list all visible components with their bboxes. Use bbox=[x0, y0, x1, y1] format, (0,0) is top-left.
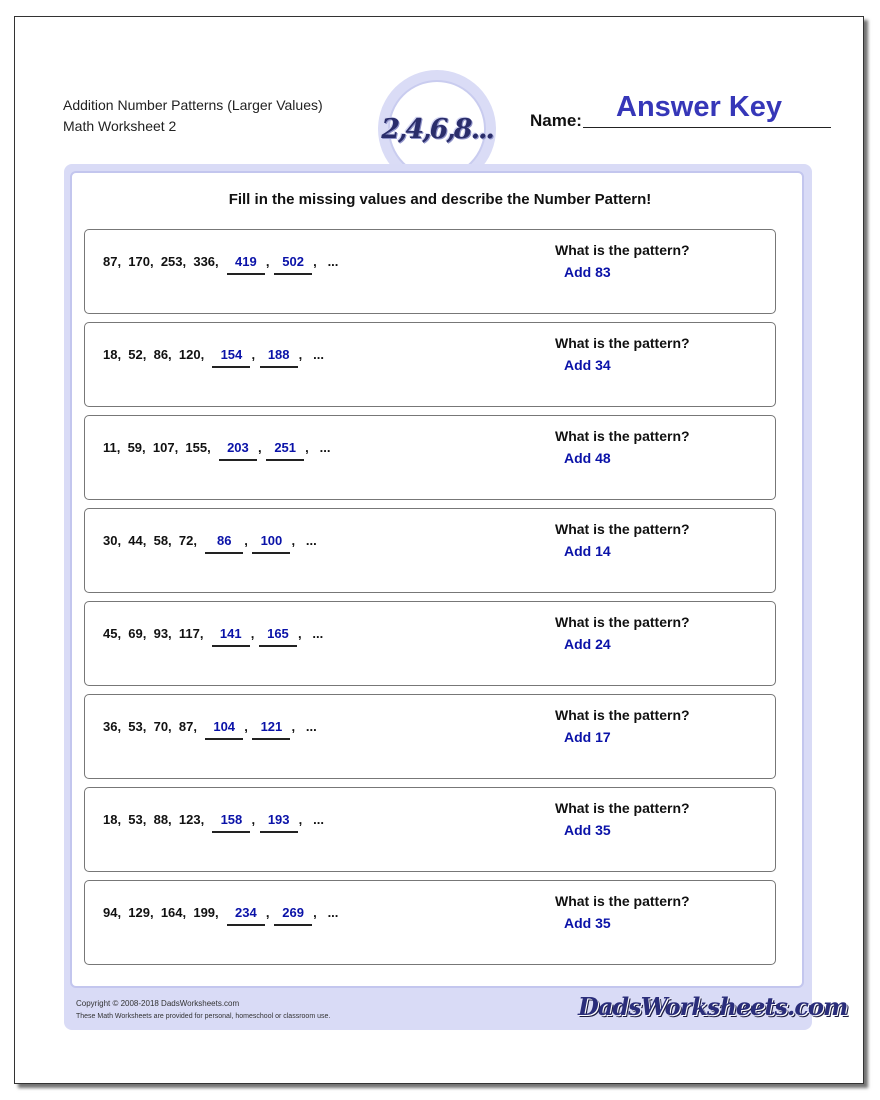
answer-blank-2: 188 bbox=[260, 347, 298, 368]
pattern-answer: Add 24 bbox=[564, 636, 611, 652]
pattern-answer: Add 35 bbox=[564, 822, 611, 838]
given-values: 30, 44, 58, 72, bbox=[103, 533, 197, 548]
problem-box bbox=[84, 601, 776, 686]
name-line bbox=[583, 127, 831, 128]
answer-blank-1: 419 bbox=[227, 254, 265, 275]
given-values: 18, 52, 86, 120, bbox=[103, 347, 205, 362]
answer-blank-2: 165 bbox=[259, 626, 297, 647]
pattern-question: What is the pattern? bbox=[555, 707, 690, 723]
sequence: 87, 170, 253, 336, 419 , 502 , ... bbox=[103, 254, 338, 275]
answer-blank-2: 251 bbox=[266, 440, 304, 461]
answer-blank-2: 269 bbox=[274, 905, 312, 926]
given-values: 11, 59, 107, 155, bbox=[103, 440, 211, 455]
problem-box bbox=[84, 508, 776, 593]
sequence: 11, 59, 107, 155, 203 , 251 , ... bbox=[103, 440, 330, 461]
worksheet-subtitle: Math Worksheet 2 bbox=[63, 118, 177, 134]
answer-blank-1: 86 bbox=[205, 533, 243, 554]
dadsworksheets-logo: DadsWorksheets.com bbox=[578, 992, 848, 1021]
given-values: 18, 53, 88, 123, bbox=[103, 812, 205, 827]
given-values: 87, 170, 253, 336, bbox=[103, 254, 219, 269]
pattern-answer: Add 35 bbox=[564, 915, 611, 931]
pattern-answer: Add 34 bbox=[564, 357, 611, 373]
sequence: 18, 53, 88, 123, 158 , 193 , ... bbox=[103, 812, 324, 833]
problem-box bbox=[84, 880, 776, 965]
problem-box bbox=[84, 322, 776, 407]
answer-blank-2: 121 bbox=[252, 719, 290, 740]
badge-text: 2,4,6,8... bbox=[381, 113, 493, 145]
sequence: 30, 44, 58, 72, 86 , 100 , ... bbox=[103, 533, 317, 554]
answer-blank-1: 141 bbox=[212, 626, 250, 647]
pattern-question: What is the pattern? bbox=[555, 521, 690, 537]
given-values: 45, 69, 93, 117, bbox=[103, 626, 204, 641]
instructions: Fill in the missing values and describe the Number Pattern! bbox=[228, 191, 652, 208]
pattern-answer: Add 14 bbox=[564, 543, 611, 559]
answer-blank-1: 234 bbox=[227, 905, 265, 926]
pattern-answer: Add 48 bbox=[564, 450, 611, 466]
pattern-question: What is the pattern? bbox=[555, 428, 690, 444]
pattern-question: What is the pattern? bbox=[555, 614, 690, 630]
answer-key-label: Answer Key bbox=[616, 91, 783, 123]
sequence: 18, 52, 86, 120, 154 , 188 , ... bbox=[103, 347, 324, 368]
sequence: 94, 129, 164, 199, 234 , 269 , ... bbox=[103, 905, 338, 926]
pattern-question: What is the pattern? bbox=[555, 242, 690, 258]
name-label: Name: bbox=[530, 111, 582, 130]
answer-blank-1: 158 bbox=[212, 812, 250, 833]
answer-blank-1: 203 bbox=[219, 440, 257, 461]
given-values: 36, 53, 70, 87, bbox=[103, 719, 197, 734]
worksheet-title: Addition Number Patterns (Larger Values) bbox=[63, 97, 323, 113]
sequence: 45, 69, 93, 117, 141 , 165 , ... bbox=[103, 626, 323, 647]
copyright-text: Copyright © 2008-2018 DadsWorksheets.com bbox=[76, 999, 240, 1008]
answer-blank-2: 193 bbox=[260, 812, 298, 833]
problem-box bbox=[84, 694, 776, 779]
answer-blank-2: 100 bbox=[252, 533, 290, 554]
answer-blank-2: 502 bbox=[274, 254, 312, 275]
usage-notice: These Math Worksheets are provided for personal, homeschool or classroom use. bbox=[76, 1013, 331, 1020]
pattern-answer: Add 83 bbox=[564, 264, 611, 280]
pattern-question: What is the pattern? bbox=[555, 800, 690, 816]
pattern-question: What is the pattern? bbox=[555, 335, 690, 351]
problem-box bbox=[84, 415, 776, 500]
given-values: 94, 129, 164, 199, bbox=[103, 905, 219, 920]
sequence: 36, 53, 70, 87, 104 , 121 , ... bbox=[103, 719, 317, 740]
problem-box bbox=[84, 229, 776, 314]
answer-blank-1: 154 bbox=[212, 347, 250, 368]
pattern-answer: Add 17 bbox=[564, 729, 611, 745]
pattern-question: What is the pattern? bbox=[555, 893, 690, 909]
problem-box bbox=[84, 787, 776, 872]
answer-blank-1: 104 bbox=[205, 719, 243, 740]
